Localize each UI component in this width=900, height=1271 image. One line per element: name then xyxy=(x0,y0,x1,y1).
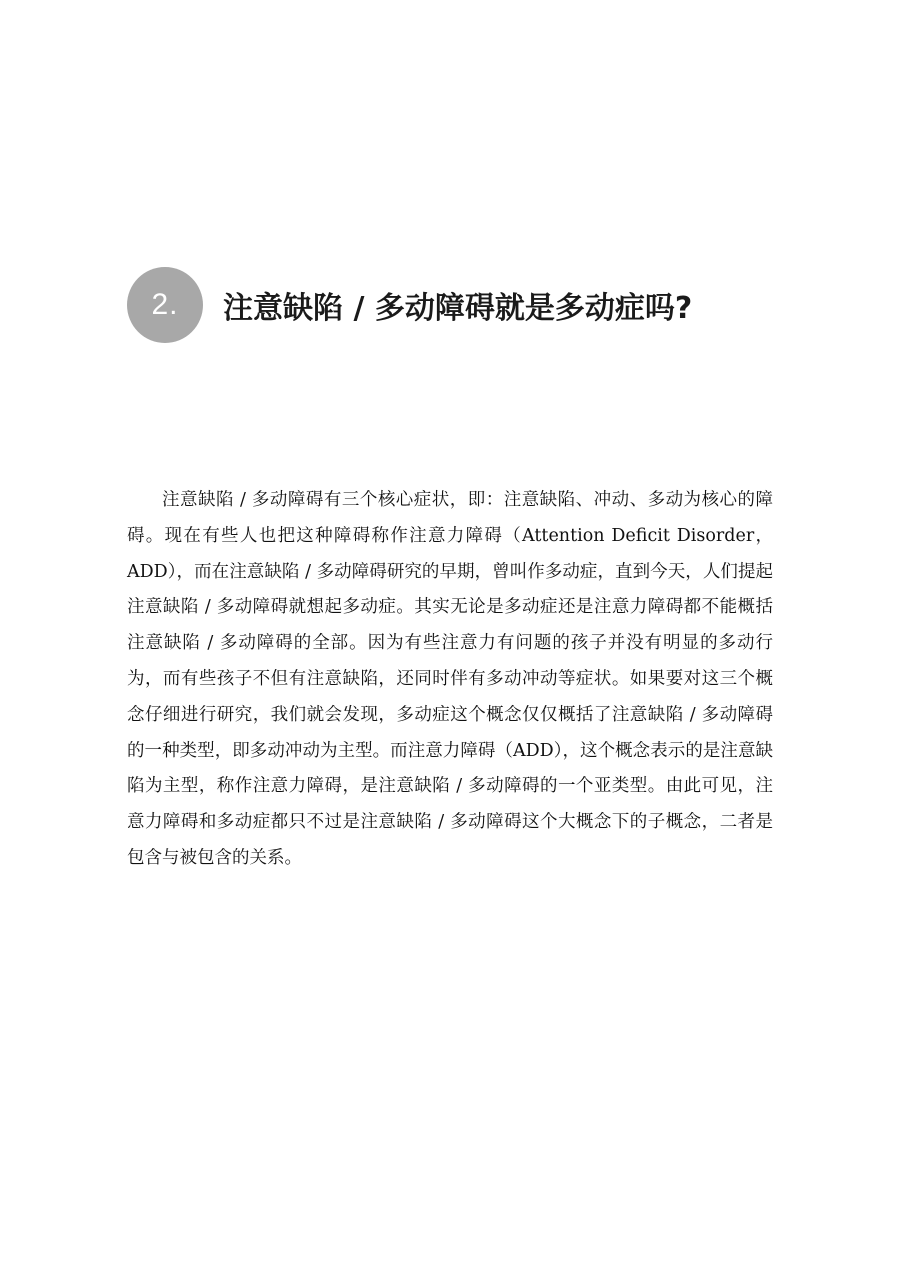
chapter-header xyxy=(127,267,692,343)
chapter-number-badge: 2. xyxy=(127,267,203,343)
body-paragraph: 注意缺陷 / 多动障碍有三个核心症状，即：注意缺陷、冲动、多动为核心的障碍。现在有些人也把这种障碍称作注意力障碍（Attention Deficit Disorder，ADD），而在注意缺陷 / 多动障碍研究的早期，曾叫作多动症，直到今天，人们提起注意缺陷 / 多动障碍就想起多动症。其实无论是多动症还是注意力障碍都不能概括注意缺陷 / 多动障碍的全部。因为有些注意力有问题的孩子并没有明显的多动行为，而有些孩子不但有注意缺陷，还同时伴有多动冲动等症状。如果要对这三个概念仔细进行研究，我们就会发现，多动症这个概念仅仅概括了注意缺陷 / 多动障碍的一种类型，即多动冲动为主型。而注意力障碍（ADD），这个概念表示的是注意缺陷为主型，称作注意力障碍，是注意缺陷 / 多动障碍的一个亚类型。由此可见，注意力障碍和多动症都只不过是注意缺陷 / 多动障碍这个大概念下的子概念，二者是包含与被包含的关系。 xyxy=(127,490,773,868)
chapter-title: 注意缺陷 / 多动障碍就是多动症吗? xyxy=(223,291,693,326)
